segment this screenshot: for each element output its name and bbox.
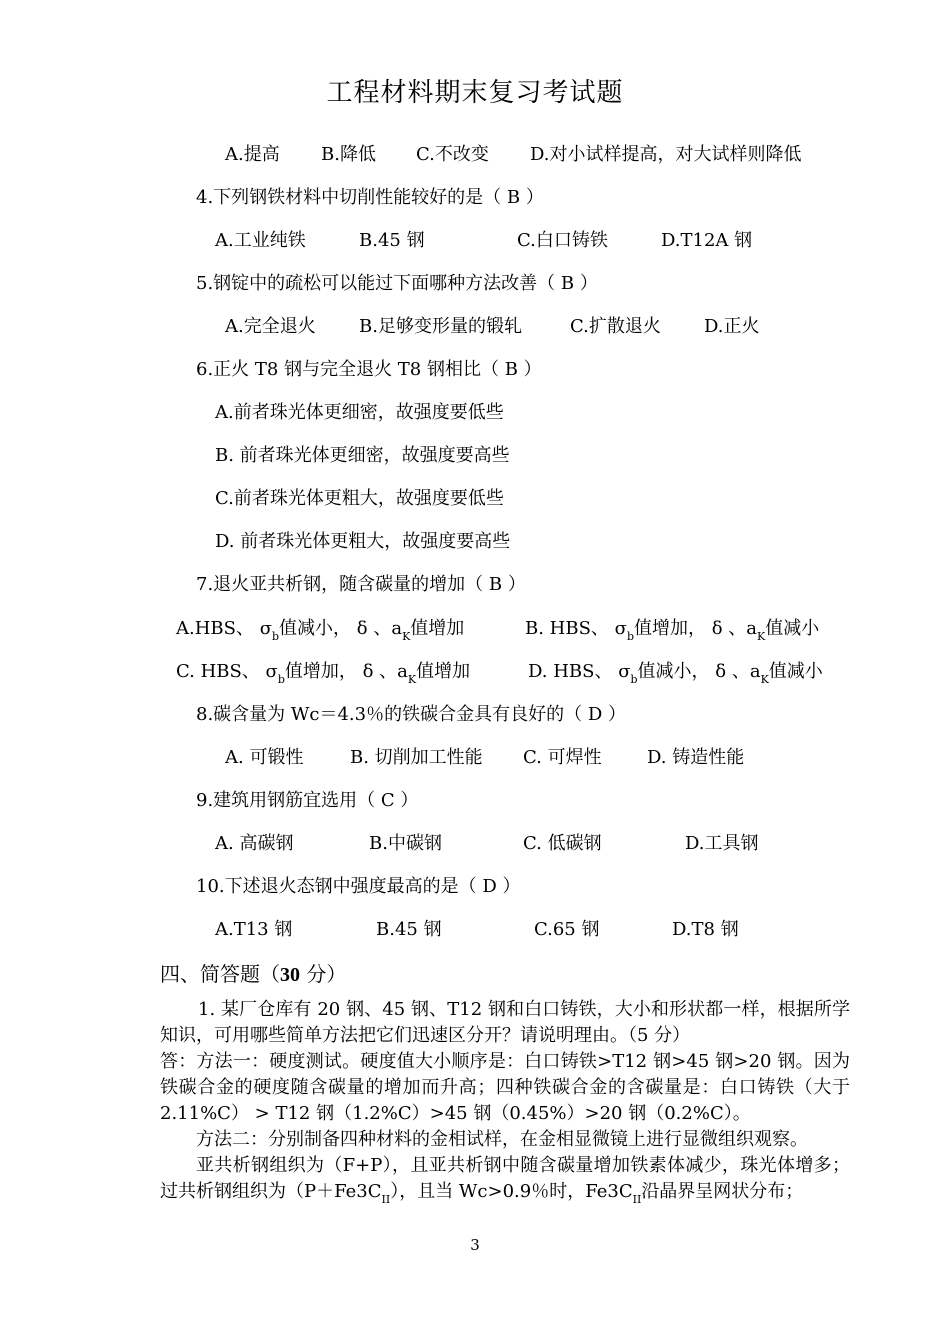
q10-option-d: D.T8 钢 (672, 919, 739, 940)
q4-option-a: A.工业纯铁 (215, 230, 306, 251)
page-title: 工程材料期末复习考试题 (326, 78, 624, 108)
q4-option-c: C.白口铸铁 (517, 230, 608, 251)
q5-option-c: C.扩散退火 (570, 316, 661, 337)
q9-option-d: D.工具钢 (685, 833, 759, 854)
q10-option-c: C.65 钢 (534, 919, 600, 940)
q7-option-a: A.HBS、 $\sigma_b$值减小， δ 、$a_K$值增加 (176, 618, 465, 643)
question-6: 6.正火 T8 钢与完全退火 T8 钢相比（ B ） (196, 359, 542, 380)
page-number: 3 (470, 1236, 480, 1254)
section-heading: 四、简答题（30 分） (160, 962, 347, 986)
q5-option-b: B.足够变形量的锻轧 (359, 316, 522, 337)
answer-method-2: 方法二：分别制备四种材料的金相试样，在金相显微镜上进行显微组织观察。 (196, 1129, 808, 1150)
q3-option-c: C.不改变 (416, 144, 489, 165)
q5-option-a: A.完全退火 (225, 316, 316, 337)
q8-option-a: A. 可锻性 (225, 747, 304, 768)
q6-option-c: C.前者珠光体更粗大，故强度要低些 (215, 488, 504, 509)
q6-option-d: D. 前者珠光体更粗大，故强度要高些 (215, 531, 511, 552)
answer-method-2-detail: 亚共析钢组织为（F+P），且亚共析钢中随含碳量增加铁素体减少，珠光体增多；过共析钢组织为$(P+Fe3C_{II})$，且当 Wc>0.9％时，$Fe3C_{II}$沿晶界呈网状分布； (160, 1155, 850, 1206)
q7-option-b: B. HBS、 $\sigma_b$值增加， δ 、$a_K$值减小 (525, 618, 820, 643)
q7-option-d: D. HBS、 $\sigma_b$值减小， δ 、$a_K$值减小 (528, 661, 823, 686)
q5-option-d: D.正火 (704, 316, 760, 337)
q3-option-b: B.降低 (321, 144, 376, 165)
q4-option-b: B.45 钢 (359, 230, 425, 251)
q8-option-b: B. 切削加工性能 (350, 747, 483, 768)
q8-option-c: C. 可焊性 (523, 747, 602, 768)
q6-option-b: B. 前者珠光体更细密，故强度要高些 (215, 445, 510, 466)
q10-option-a: A.T13 钢 (215, 919, 293, 940)
question-9: 9.建筑用钢筋宜选用（ C ） (196, 790, 419, 811)
q8-option-d: D. 铸造性能 (647, 747, 745, 768)
question-10: 10.下述退火态钢中强度最高的是（ D ） (196, 876, 521, 897)
short-answer-question-1: 1. 某厂仓库有 20 钢、45 钢、T12 钢和白口铸铁，大小和形状都一样，根据所学知识，可用哪些简单方法把它们迅速区分开？请说明理由。（5 分） (160, 999, 850, 1046)
q7-option-c: C. HBS、 $\sigma_b$值增加， δ 、$a_K$值增加 (176, 661, 471, 686)
question-8: 8.碳含量为 Wc＝4.3％的铁碳合金具有良好的（ D ） (196, 704, 626, 725)
answer-method-1: 答：方法一：硬度测试。硬度值大小顺序是：白口铸铁>T12 钢>45 钢>20 钢。因为铁碳合金的硬度随含碳量的增加而升高；四种铁碳合金的含碳量是：白口铸铁（大于 2.11%C） > T12 钢（1.2%C）>45 钢（0.45%）>20 钢（0.2%C）。 (160, 1051, 850, 1124)
question-4: 4.下列钢铁材料中切削性能较好的是（ B ） (196, 187, 544, 208)
q10-option-b: B.45 钢 (376, 919, 442, 940)
q3-option-d: D.对小试样提高，对大试样则降低 (530, 144, 802, 165)
q3-option-a: A.提高 (225, 144, 280, 165)
question-7: 7.退火亚共析钢，随含碳量的增加（ B ） (196, 574, 526, 595)
q6-option-a: A.前者珠光体更细密，故强度要低些 (215, 402, 504, 423)
q9-option-b: B.中碳钢 (369, 833, 442, 854)
q9-option-c: C. 低碳钢 (523, 833, 602, 854)
q4-option-d: D.T12A 钢 (661, 230, 753, 251)
q9-option-a: A. 高碳钢 (215, 833, 294, 854)
question-5: 5.钢锭中的疏松可以能过下面哪种方法改善（ B ） (196, 273, 598, 294)
